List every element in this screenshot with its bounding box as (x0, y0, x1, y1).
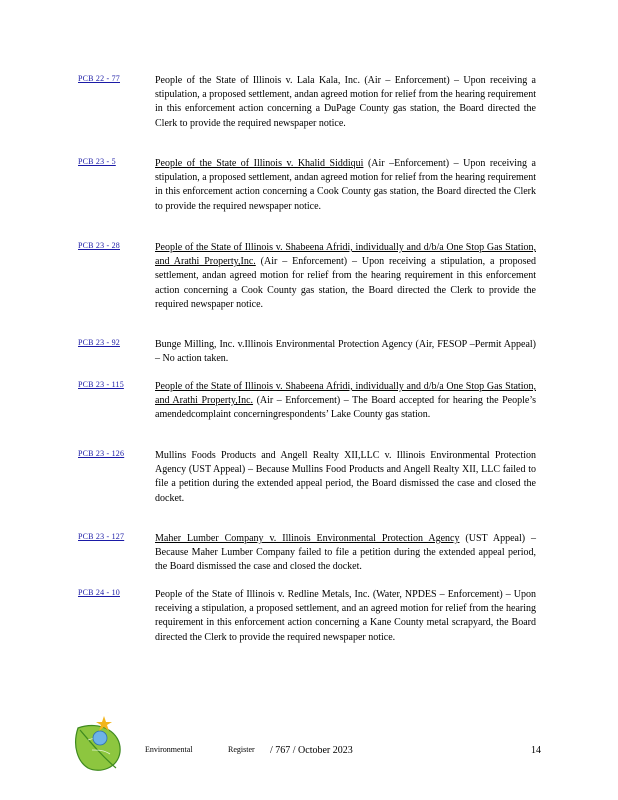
case-number-link[interactable]: PCB 23 - 115 (78, 380, 124, 389)
entry-text (155, 532, 536, 575)
entry-text (155, 241, 536, 312)
case-number-link[interactable]: PCB 23 - 127 (78, 532, 125, 541)
entry-summary: (Air – Enforcement) – The Board accepted for hearing the People’s amendedcomplaint concerningrespondents’ Lake County gas station. (155, 395, 536, 421)
entry-summary: (Air –Enforcement) – Upon receiving a stipulation, a proposed settlement, andan agreed motion for relief from the hearing requirement in this enforcement action concerning a Cook County gas station, the Board directed the Clerk to provide the required newspaper notice. (155, 158, 536, 212)
entry-text (155, 157, 536, 214)
entry-caption: Maher Lumber Company v. Illinois Environmental Protection Agency (155, 533, 460, 544)
case-number-link[interactable]: PCB 23 - 126 (78, 449, 125, 458)
entry-caption: People of the State of Illinois v. Khalid Siddiqui (155, 158, 364, 169)
case-number-link[interactable]: PCB 23 - 5 (78, 157, 116, 166)
page-footer (0, 745, 618, 765)
entry-text (155, 338, 536, 366)
case-number-link[interactable]: PCB 23 - 92 (78, 338, 120, 347)
case-number-link[interactable]: PCB 23 - 28 (78, 241, 120, 250)
entry-text (155, 449, 536, 506)
footer-publication: Environmental (145, 745, 193, 754)
leaf-globe-logo (70, 714, 126, 774)
entry-summary: (Air – Enforcement) – Upon receiving a stipulation, a proposed settlement, andan agreed motion for relief from the hearing requirement in this enforcement action concerning a Cook County gas station, the Board directed the Clerk to provide the required newspaper notice. (155, 256, 536, 310)
entry-summary: Bunge Milling, Inc. v.Illinois Environmental Protection Agency (Air, FESOP –Permit Appeal) – No action taken. (155, 339, 536, 365)
footer-register: Register (228, 745, 255, 754)
entry-text (155, 380, 536, 423)
footer-page-number: 14 (531, 745, 541, 756)
case-number-link[interactable]: PCB 22 - 77 (78, 74, 120, 83)
entry-caption: People of the State of Illinois v. Shabeena Afridi, individually and d/b/a One Stop Gas Station, and Arathi Property,Inc. (155, 242, 536, 268)
entry-summary: People of the State of Illinois v. Lala Kala, Inc. (Air – Enforcement) – Upon receiving a stipulation, a proposed settlement, andan agreed motion for relief from the hearing requirement in this enforcement action concerning a DuPage County gas station, the Board directed the Clerk to provide the required newspaper notice. (155, 75, 536, 129)
case-number-link[interactable]: PCB 24 - 10 (78, 588, 120, 597)
entry-text (155, 588, 536, 645)
entry-text (155, 74, 536, 131)
entry-caption: People of the State of Illinois v. Shabeena Afridi, individually and d/b/a One Stop Gas Station, and Arathi Property,Inc. (155, 381, 536, 407)
entry-summary: Mullins Foods Products and Angell Realty XII,LLC v. Illinois Environmental Protection Agency (UST Appeal) – Because Mullins Food Products and Angell Realty XII, LLC failed to file a petition during the extended appeal period, the Board dismissed the case and closed the docket. (155, 450, 536, 504)
entry-summary: (UST Appeal) – Because Maher Lumber Company failed to file a petition during the extended appeal period, the Board dismissed the case and closed the docket. (155, 533, 536, 573)
footer-issue: / 767 / October 2023 (270, 745, 353, 756)
entry-summary: People of the State of Illinois v. Redline Metals, Inc. (Water, NPDES – Enforcement) – Upon receiving a stipulation, a proposed settlement, and an agreed motion for relief from the hearing requirement in this enforcement action concerning a Kane County metal scrapyard, the Board directed the Clerk to provide the required newspaper notice. (155, 589, 536, 643)
